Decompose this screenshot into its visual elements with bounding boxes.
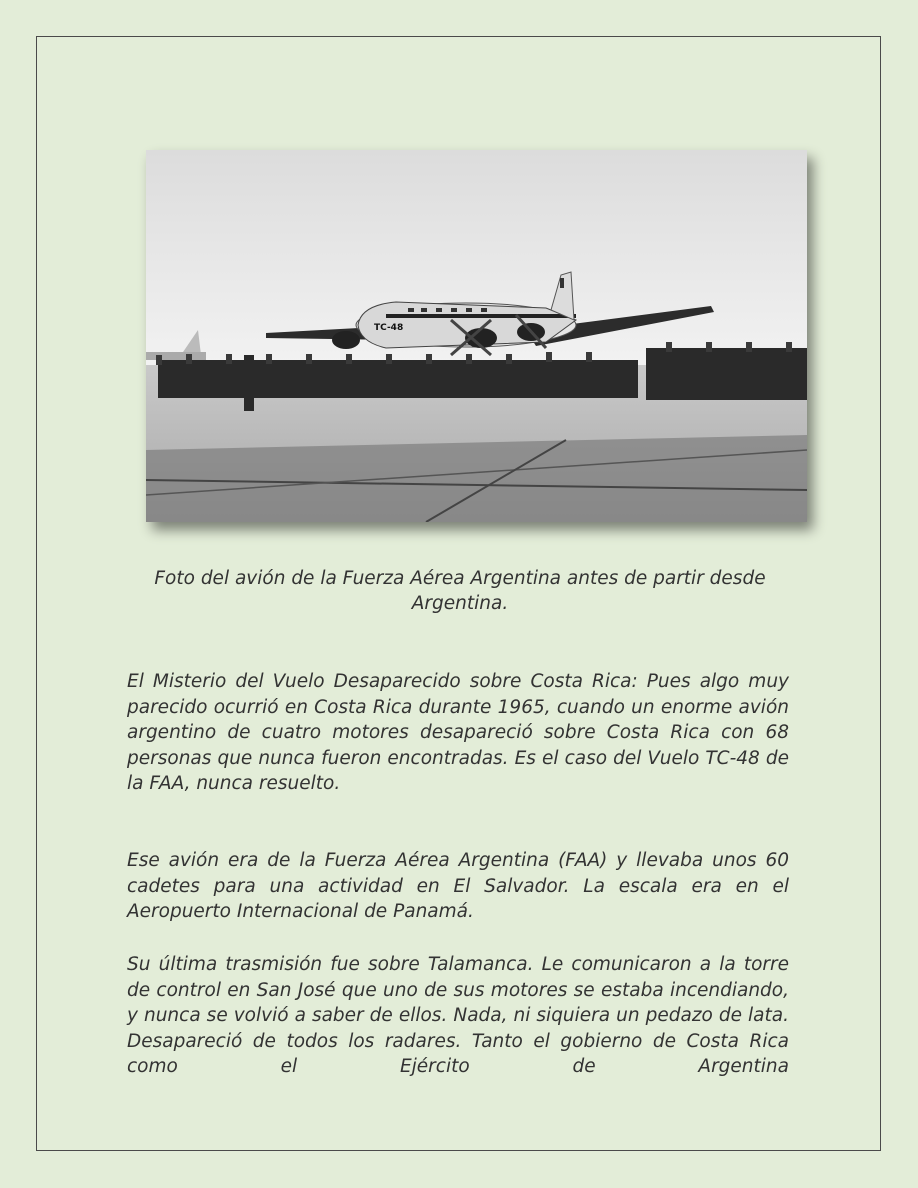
paragraph-aircraft: Ese avión era de la Fuerza Aérea Argentina (FAA) y llevaba unos 60 cadetes para una actividad en El Salvador. La escala era en el Aeropuerto Internacional de Panamá. [127, 850, 789, 922]
paragraph-intro: El Misterio del Vuelo Desaparecido sobre Costa Rica: Pues algo muy parecido ocurrió en Costa Rica durante 1965, cuando un enorme avión argentino de cuatro motores desapareció sobre Costa Rica con 68 personas que nunca fueron encontradas. Es el caso del Vuelo TC-48 de la FAA, nunca resuelto. [127, 671, 789, 794]
paragraph-last-transmission: Su última trasmisión fue sobre Talamanca. Le comunicaron a la torre de control en San José que uno de sus motores se estaba incendiando, y nunca se volvió a saber de ellos. Nada, ni siquiera un pedazo de lata. Desapareció de todos los radares. Tanto el gobierno de Costa Rica como el Ejército de Argentina [127, 954, 789, 1077]
aircraft-photo [146, 150, 807, 522]
photo-caption: Foto del avión de la Fuerza Aérea Argentina antes de partir desde Argentina. [154, 568, 766, 614]
svg-text:TC-48: TC-48 [374, 323, 404, 333]
